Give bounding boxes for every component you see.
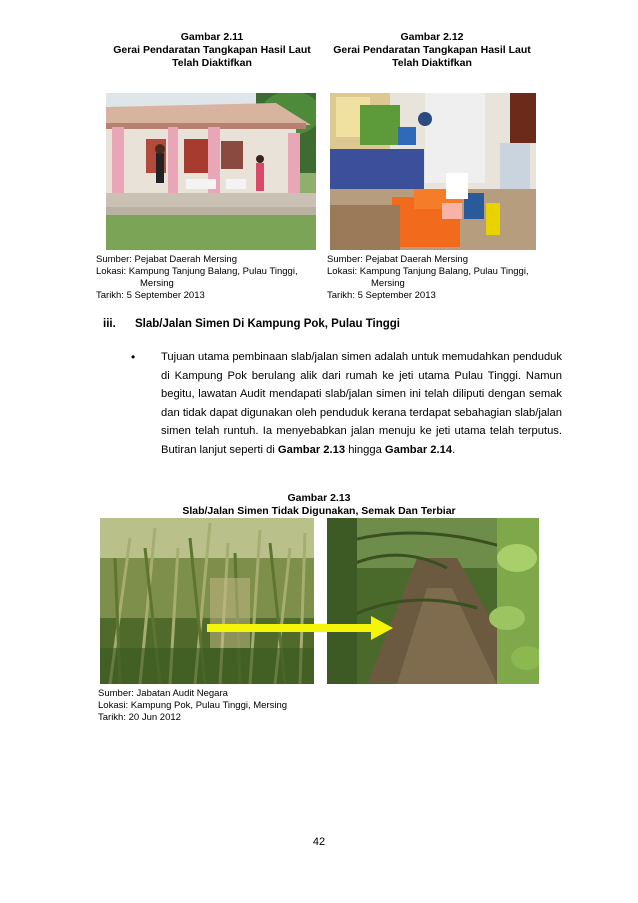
- fig11-caption-line2: Telah Diaktifkan: [172, 57, 252, 69]
- fig11-source: Sumber: Pejabat Daerah Mersing: [96, 254, 237, 265]
- fig12-caption-line1: Gerai Pendaratan Tangkapan Hasil Laut: [333, 44, 531, 56]
- fig11-title: Gambar 2.11: [180, 31, 244, 43]
- fig12-caption: [316, 31, 548, 70]
- fig11-caption: [92, 31, 332, 70]
- fig11-date: Tarikh: 5 September 2013: [96, 290, 205, 301]
- yellow-arrow-icon: [207, 616, 393, 640]
- fig13-photo-left: [100, 518, 314, 684]
- fig11-photo: [106, 93, 316, 250]
- fig13-caption: [100, 492, 538, 518]
- section-title: Slab/Jalan Simen Di Kampung Pok, Pulau Tinggi: [135, 318, 400, 330]
- fig12-caption-line2: Telah Diaktifkan: [392, 57, 472, 69]
- fig12-source: Sumber: Pejabat Daerah Mersing: [327, 254, 468, 265]
- fig13-caption-text: Slab/Jalan Simen Tidak Digunakan, Semak Dan Terbiar: [182, 505, 456, 517]
- fig11-source-block: [96, 254, 326, 302]
- fig11-location-cont: Mersing: [140, 278, 174, 289]
- bullet-marker: •: [131, 350, 136, 364]
- fig13-location: Lokasi: Kampung Pok, Pulau Tinggi, Mersing: [98, 700, 288, 711]
- fig13-date: Tarikh: 20 Jun 2012: [98, 712, 181, 723]
- section-heading: [103, 318, 116, 330]
- section-paragraph: [161, 348, 562, 460]
- fig12-location-cont: Mersing: [371, 278, 405, 289]
- fig11-caption-line1: Gerai Pendaratan Tangkapan Hasil Laut: [113, 44, 311, 56]
- ref-gambar-2-13: Gambar 2.13: [277, 443, 346, 456]
- fig12-source-block: [327, 254, 557, 302]
- paragraph-end: .: [452, 443, 456, 456]
- fig12-location: Lokasi: Kampung Tanjung Balang, Pulau Tinggi,: [327, 266, 529, 277]
- paragraph-mid: hingga: [345, 443, 385, 456]
- paragraph-text: Tujuan utama pembinaan slab/jalan simen adalah untuk memudahkan penduduk di Kampung Pok berulang alik dari rumah ke jeti utama Pulau Tinggi. Namun begitu, lawatan Audit mendapati slab/jalan simen ini telah diliputi dengan semak dan tidak dapat digunakan oleh penduduk kerana terdapat sebahagian slab/jalan simen telah runtuh. Ia menyebabkan jalan menuju ke jeti utama telah terputus. Butiran lanjut seperti di: [161, 351, 562, 456]
- fig13-photo-right: [327, 518, 539, 684]
- fig13-source-block: [98, 688, 398, 724]
- ref-gambar-2-14: Gambar 2.14: [384, 443, 453, 456]
- fig13-source: Sumber: Jabatan Audit Negara: [98, 688, 228, 699]
- fig12-date: Tarikh: 5 September 2013: [327, 290, 436, 301]
- fig12-photo: [330, 93, 536, 250]
- section-number: iii.: [103, 318, 116, 330]
- page-number: 42: [312, 836, 326, 848]
- fig11-location: Lokasi: Kampung Tanjung Balang, Pulau Tinggi,: [96, 266, 298, 277]
- fig13-title: Gambar 2.13: [287, 492, 351, 504]
- fig12-title: Gambar 2.12: [400, 31, 464, 43]
